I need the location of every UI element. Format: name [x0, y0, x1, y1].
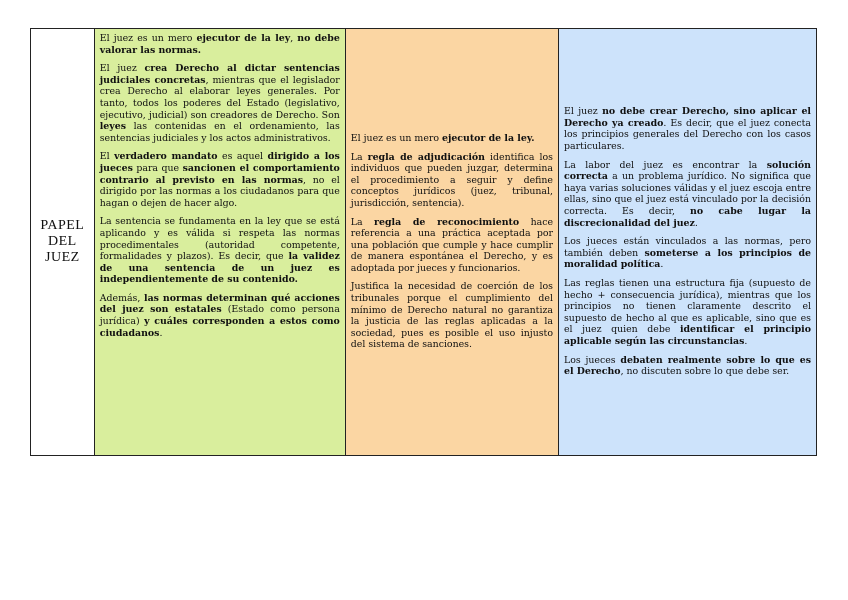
- text-run: , mientras que el legislador crea Derecho al elaborar leyes generales. Por tanto, todos los poderes del Estado (legislativo, ejecutivo, judicial) son creadores de Derecho. Son: [99, 74, 340, 121]
- text-run: identifica los individuos que pueden juzgar, determina el procedimiento a seguir y define conceptos jurídicos (juez, tribunal, jurisdicción, sentencia).: [350, 151, 553, 209]
- text-run: La: [350, 151, 368, 163]
- paragraph: [351, 281, 553, 351]
- text-run: El juez: [99, 63, 145, 75]
- text-run: El juez: [563, 106, 603, 118]
- bold-text: no debe crear Derecho, sino aplicar el Derecho ya creado: [563, 106, 811, 129]
- paragraph: [351, 152, 553, 210]
- paragraph: [564, 236, 811, 271]
- text-run: La labor del juez es encontrar la: [563, 159, 767, 171]
- column-orange: [346, 29, 559, 455]
- row-header-cell: [31, 29, 95, 455]
- text-run: , no el dirigido por las normas a los ciudadanos para que hagan o dejen de hacer algo.: [99, 174, 340, 209]
- text-run: .: [660, 259, 664, 271]
- paragraph: [351, 133, 553, 145]
- text-run: , no discuten sobre lo que debe ser.: [620, 366, 790, 378]
- bold-text: regla de reconocimiento: [374, 216, 520, 228]
- paragraph: [100, 33, 340, 56]
- text-run: Además,: [99, 292, 145, 304]
- comparison-table: [30, 28, 817, 456]
- bold-text: y cuáles corresponden a estos como ciudadanos: [99, 316, 340, 339]
- text-run: es aquel: [217, 151, 268, 163]
- bold-text: crea Derecho al dictar sentencias judiciales concretas: [99, 63, 340, 86]
- bold-text: regla de adjudicación: [367, 151, 485, 163]
- bold-text: leyes: [99, 121, 126, 133]
- text-run: La sentencia se fundamenta en la ley que se está aplicando y es válida si respeta las normas procedimentales (autoridad competente, formalidades y plazos). Es decir, que: [99, 216, 340, 263]
- row-header-line: JUEZ: [45, 250, 80, 265]
- bold-text: la validez de una sentencia de un juez es independientemente de su contenido.: [99, 251, 340, 286]
- bold-text: verdadero mandato: [114, 151, 218, 163]
- text-run: La: [350, 216, 375, 228]
- row-header-line: DEL: [48, 234, 77, 249]
- column-blue: [559, 29, 816, 455]
- paragraph: [564, 160, 811, 230]
- paragraph: [100, 151, 340, 209]
- bold-text: dirigido a los jueces: [99, 151, 340, 174]
- paragraph: [351, 217, 553, 275]
- text-run: a un problema jurídico. No significa que haya varias soluciones válidas y el juez escoja entre ellas, sino que el juez está vinculado por la decisión correcta. Es decir,: [563, 171, 811, 218]
- text-run: (Estado como persona jurídica): [99, 304, 340, 328]
- paragraph: [100, 216, 340, 286]
- text-run: hace referencia a una práctica aceptada por una población que cumple y hace cumplir de manera espontánea el Derecho, y es adoptada por jueces y funcionarios.: [350, 216, 553, 274]
- bold-text: ejecutor de la ley: [196, 33, 291, 44]
- bold-text: debaten realmente sobre lo que es el Derecho: [563, 354, 812, 378]
- bold-text: ejecutor de la ley.: [441, 132, 535, 144]
- bold-text: solución correcta: [563, 159, 811, 183]
- text-run: .: [694, 217, 698, 229]
- row-header-label: [40, 218, 84, 266]
- bold-text: someterse a los principios de moralidad política: [563, 247, 811, 271]
- column-green: [95, 29, 346, 455]
- paragraph: [564, 355, 811, 378]
- text-run: .: [159, 327, 163, 339]
- text-run: Los jueces están vinculados a las normas, pero también deben: [563, 236, 811, 259]
- paragraph: [564, 278, 811, 348]
- text-run: El: [99, 151, 115, 163]
- paragraph: [564, 106, 811, 152]
- text-run: El juez es un mero: [99, 33, 197, 44]
- bold-text: sancionen el comportamiento contrario al previsto en las normas: [99, 162, 340, 186]
- bold-text: no debe valorar las normas.: [99, 33, 340, 56]
- bold-text: no cabe lugar la discrecionalidad del juez: [563, 206, 811, 229]
- bold-text: las normas determinan qué acciones del juez son estatales: [99, 292, 340, 316]
- text-run: Las reglas tienen una estructura fija (supuesto de hecho + consecuencia jurídica), mientras que los principios no tienen claramente descrito el supuesto de hecho al que es aplicable, sino que es el juez quien debe: [563, 277, 811, 336]
- paragraph: [100, 63, 340, 144]
- text-run: Justifica la necesidad de coerción de los tribunales porque el cumplimiento del mínimo de Derecho natural no garantiza la justicia de las reglas aplicadas a la sociedad, pues es posible el uso injusto del sistema de sanciones.: [350, 281, 553, 351]
- text-run: El juez es un mero: [350, 132, 442, 144]
- bold-text: identificar el principio aplicable según las circunstancias: [563, 324, 811, 347]
- row-header-line: PAPEL: [40, 218, 85, 233]
- text-run: ,: [290, 33, 298, 44]
- text-run: .: [744, 335, 748, 347]
- text-run: Los jueces: [563, 354, 621, 366]
- text-run: . Es decir, que el juez conecta los principios generales del Derecho con los casos particulares.: [563, 117, 811, 153]
- text-run: las contenidas en el ordenamiento, las sentencias judiciales y los actos administrativos.: [99, 121, 340, 144]
- text-run: para que: [132, 162, 183, 174]
- paragraph: [100, 293, 340, 339]
